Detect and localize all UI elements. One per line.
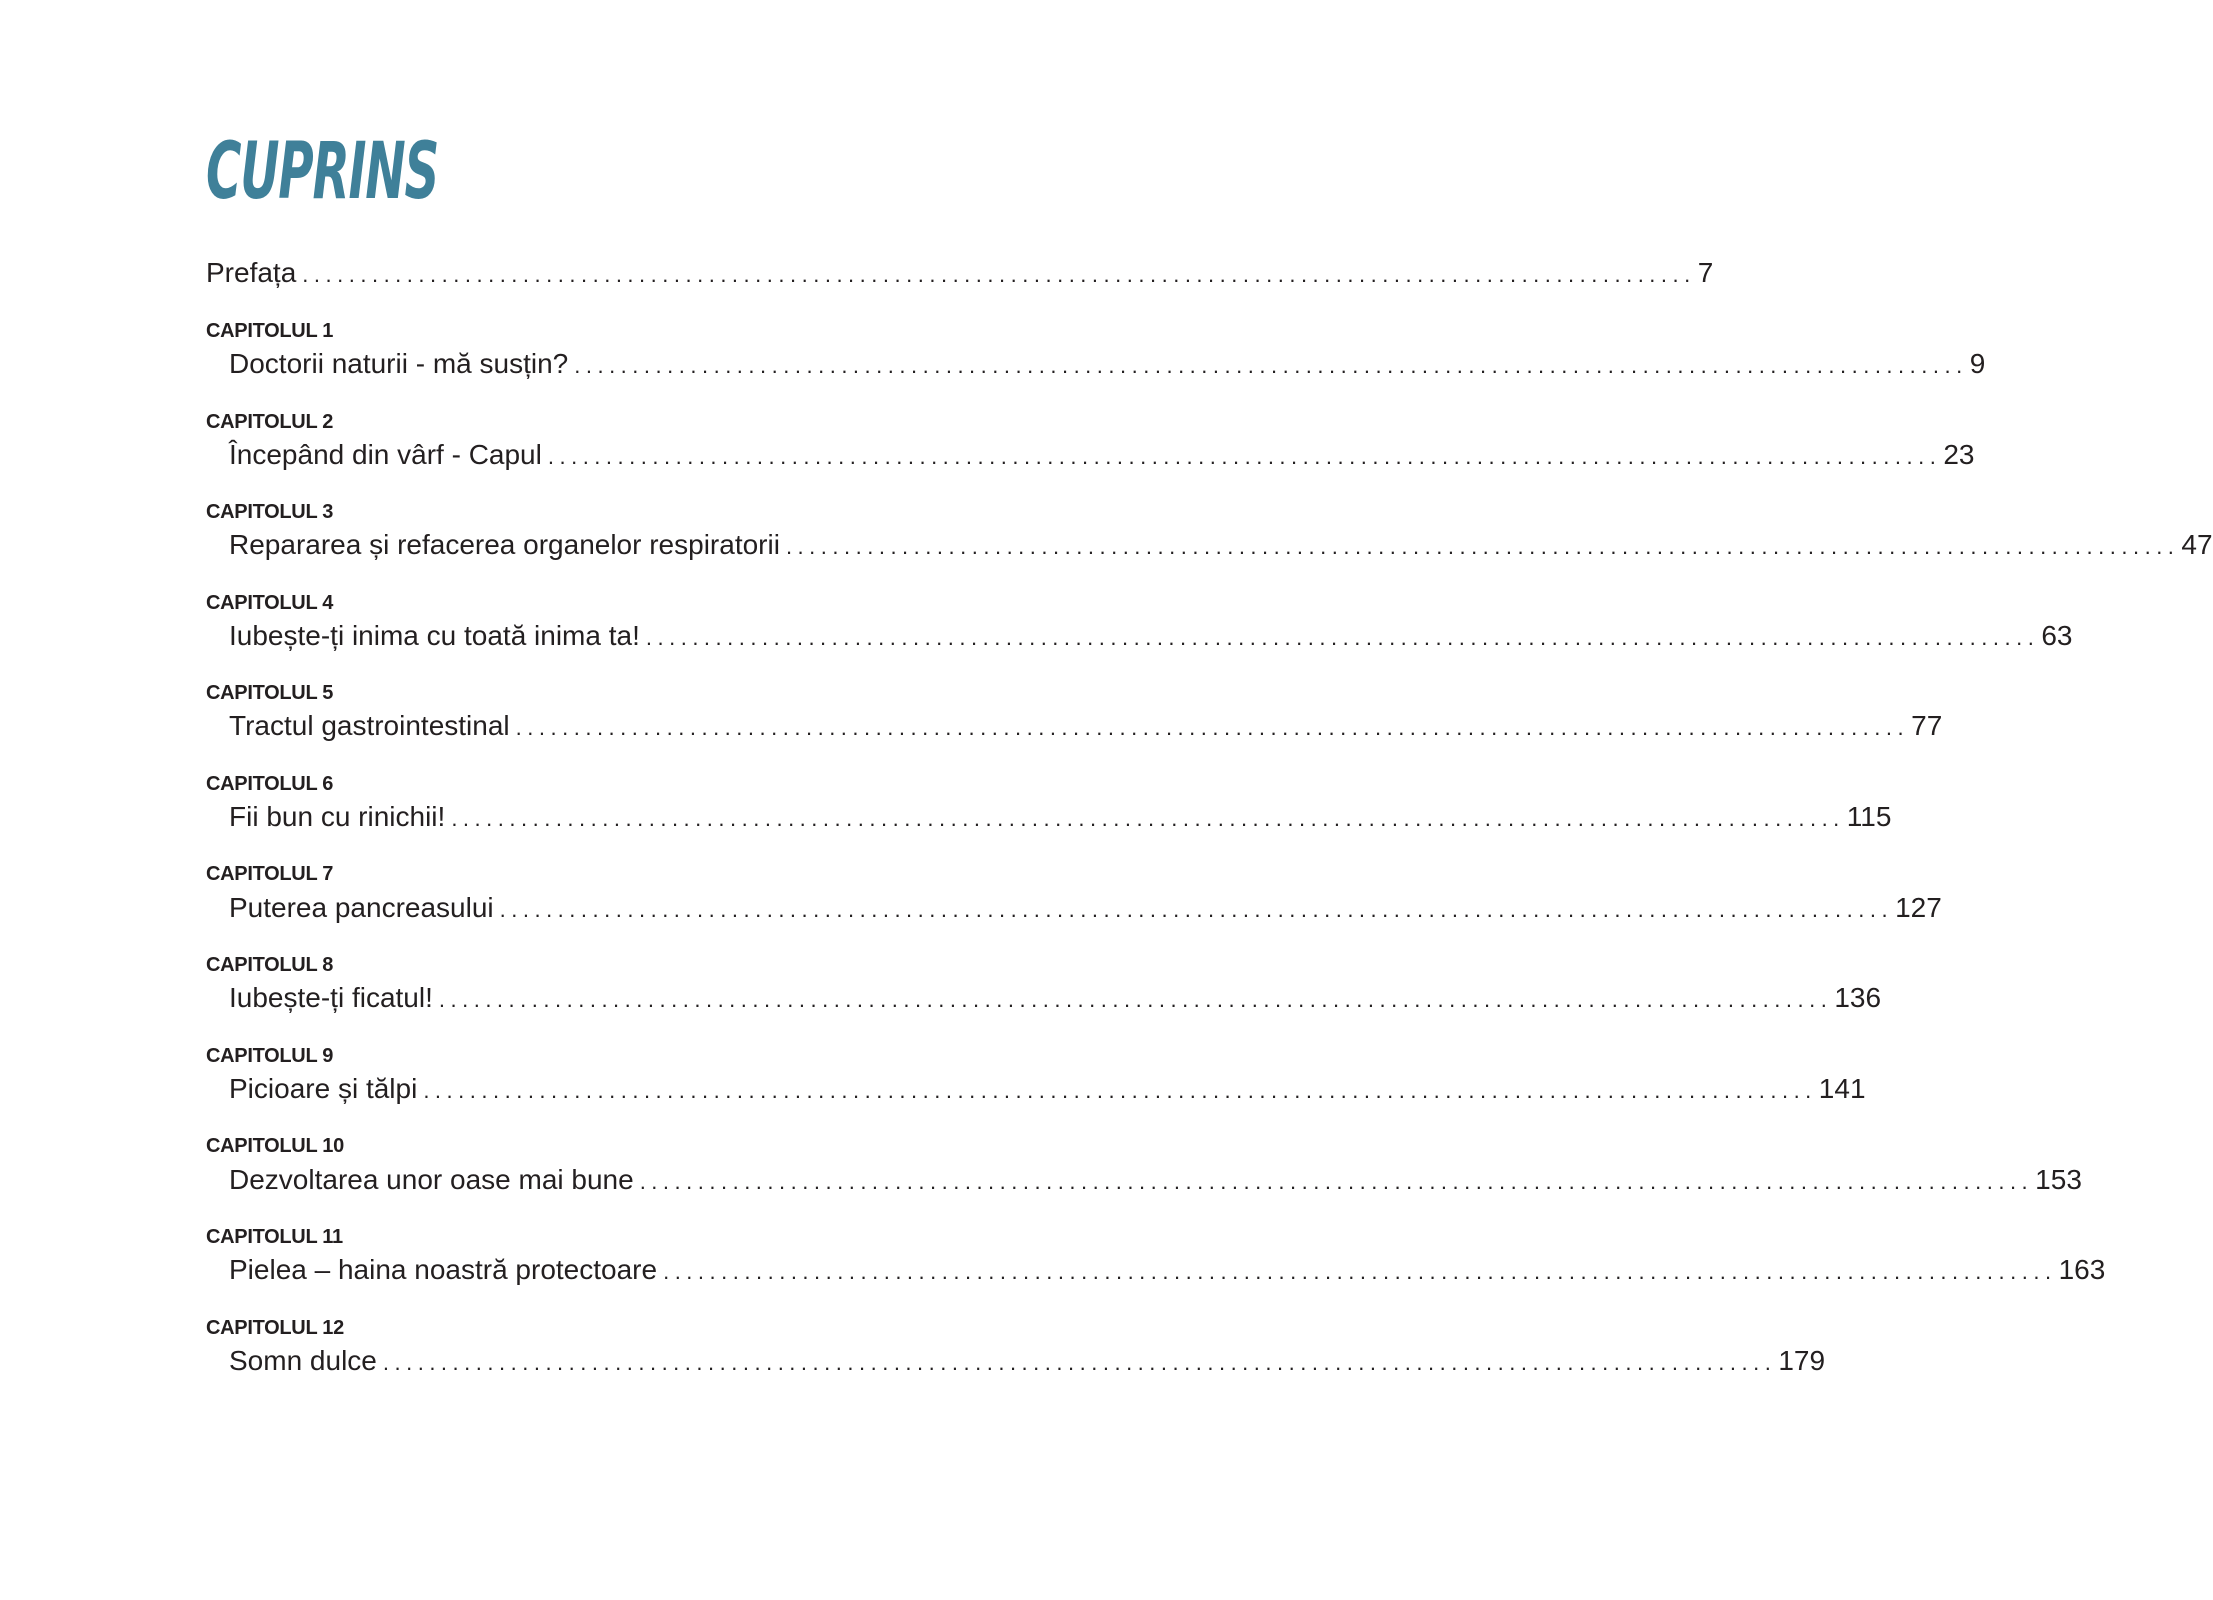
entry-title: Somn dulce [229, 1345, 377, 1376]
dot-leader: ........................................................................................................................ [645, 625, 2040, 650]
entry-page: 23 [1943, 439, 1975, 470]
entry-page: 47 [2181, 529, 2213, 560]
chapter-label: CAPITOLUL 12 [206, 1317, 344, 1339]
toc-entry[interactable] [229, 1253, 2106, 1289]
entry-page: 7 [1697, 257, 1714, 288]
entry-title: Repararea și refacerea organelor respiratorii [229, 529, 780, 560]
page-title: CUPRINS [206, 127, 439, 217]
chapter-label: CAPITOLUL 11 [206, 1226, 343, 1248]
toc-entry[interactable] [229, 891, 1942, 927]
dot-leader: ........................................................................................................................ [302, 262, 1696, 287]
dot-leader: ........................................................................................................................ [451, 806, 1845, 831]
dot-leader: ........................................................................................................................ [499, 897, 1894, 922]
entry-title: Picioare și tălpi [229, 1073, 418, 1104]
chapter-label: CAPITOLUL 8 [206, 954, 334, 976]
toc-entry[interactable] [229, 800, 1892, 836]
toc-entry[interactable] [229, 1344, 1826, 1380]
toc-entry[interactable] [229, 709, 1943, 745]
dot-leader: ........................................................................................................................ [785, 534, 2180, 559]
entry-page: 179 [1778, 1345, 1826, 1376]
toc-entry[interactable] [229, 438, 1975, 474]
entry-page: 127 [1895, 892, 1942, 923]
entry-title: Iubește-ți inima cu toată inima ta! [229, 620, 640, 651]
dot-leader: ........................................................................................................................ [423, 1078, 1817, 1103]
toc-entry[interactable] [229, 619, 2073, 655]
toc-entry-preface[interactable] [206, 256, 1714, 292]
entry-page: 115 [1846, 801, 1892, 832]
chapter-label: CAPITOLUL 10 [206, 1135, 344, 1157]
chapter-label: CAPITOLUL 4 [206, 592, 334, 614]
entry-title: Pielea – haina noastră protectoare [229, 1254, 658, 1285]
chapter-label: CAPITOLUL 5 [206, 682, 334, 704]
toc-entry[interactable] [229, 1163, 2082, 1199]
entry-page: 63 [2041, 620, 2073, 651]
dot-leader: ........................................................................................................................ [438, 987, 1833, 1012]
toc-entry[interactable] [229, 1072, 1866, 1108]
entry-title: Iubește-ți ficatul! [229, 982, 433, 1013]
entry-page: 9 [1969, 348, 1986, 379]
entry-page: 141 [1818, 1073, 1866, 1104]
entry-page: 77 [1911, 710, 1943, 741]
dot-leader: ........................................................................................................................ [639, 1169, 2034, 1194]
entry-title: Dezvoltarea unor oase mai bune [229, 1164, 634, 1195]
chapter-label: CAPITOLUL 7 [206, 863, 334, 885]
dot-leader: ........................................................................................................................ [515, 715, 1910, 740]
entry-page: 153 [2035, 1164, 2082, 1195]
entry-title: Doctorii naturii - mă susțin? [229, 348, 569, 379]
entry-page: 136 [1834, 982, 1882, 1013]
entry-title: Începând din vârf - Capul [229, 439, 542, 470]
chapter-label: CAPITOLUL 1 [206, 320, 334, 342]
chapter-label: CAPITOLUL 6 [206, 773, 334, 795]
toc-entry[interactable] [229, 981, 1882, 1017]
dot-leader: ........................................................................................................................ [547, 444, 1942, 469]
toc-entry[interactable] [229, 528, 2213, 564]
dot-leader: ........................................................................................................................ [382, 1350, 1777, 1375]
chapter-label: CAPITOLUL 2 [206, 411, 334, 433]
chapter-label: CAPITOLUL 3 [206, 501, 334, 523]
entry-title: Fii bun cu rinichii! [229, 801, 446, 832]
entry-title: Tractul gastrointestinal [229, 710, 510, 741]
chapter-label: CAPITOLUL 9 [206, 1045, 334, 1067]
dot-leader: ........................................................................................................................ [574, 353, 1968, 378]
entry-title: Puterea pancreasului [229, 892, 494, 923]
entry-page: 163 [2058, 1254, 2106, 1285]
dot-leader: ........................................................................................................................ [663, 1259, 2057, 1284]
toc-entry[interactable] [229, 347, 1986, 383]
entry-title: Prefața [206, 257, 297, 288]
